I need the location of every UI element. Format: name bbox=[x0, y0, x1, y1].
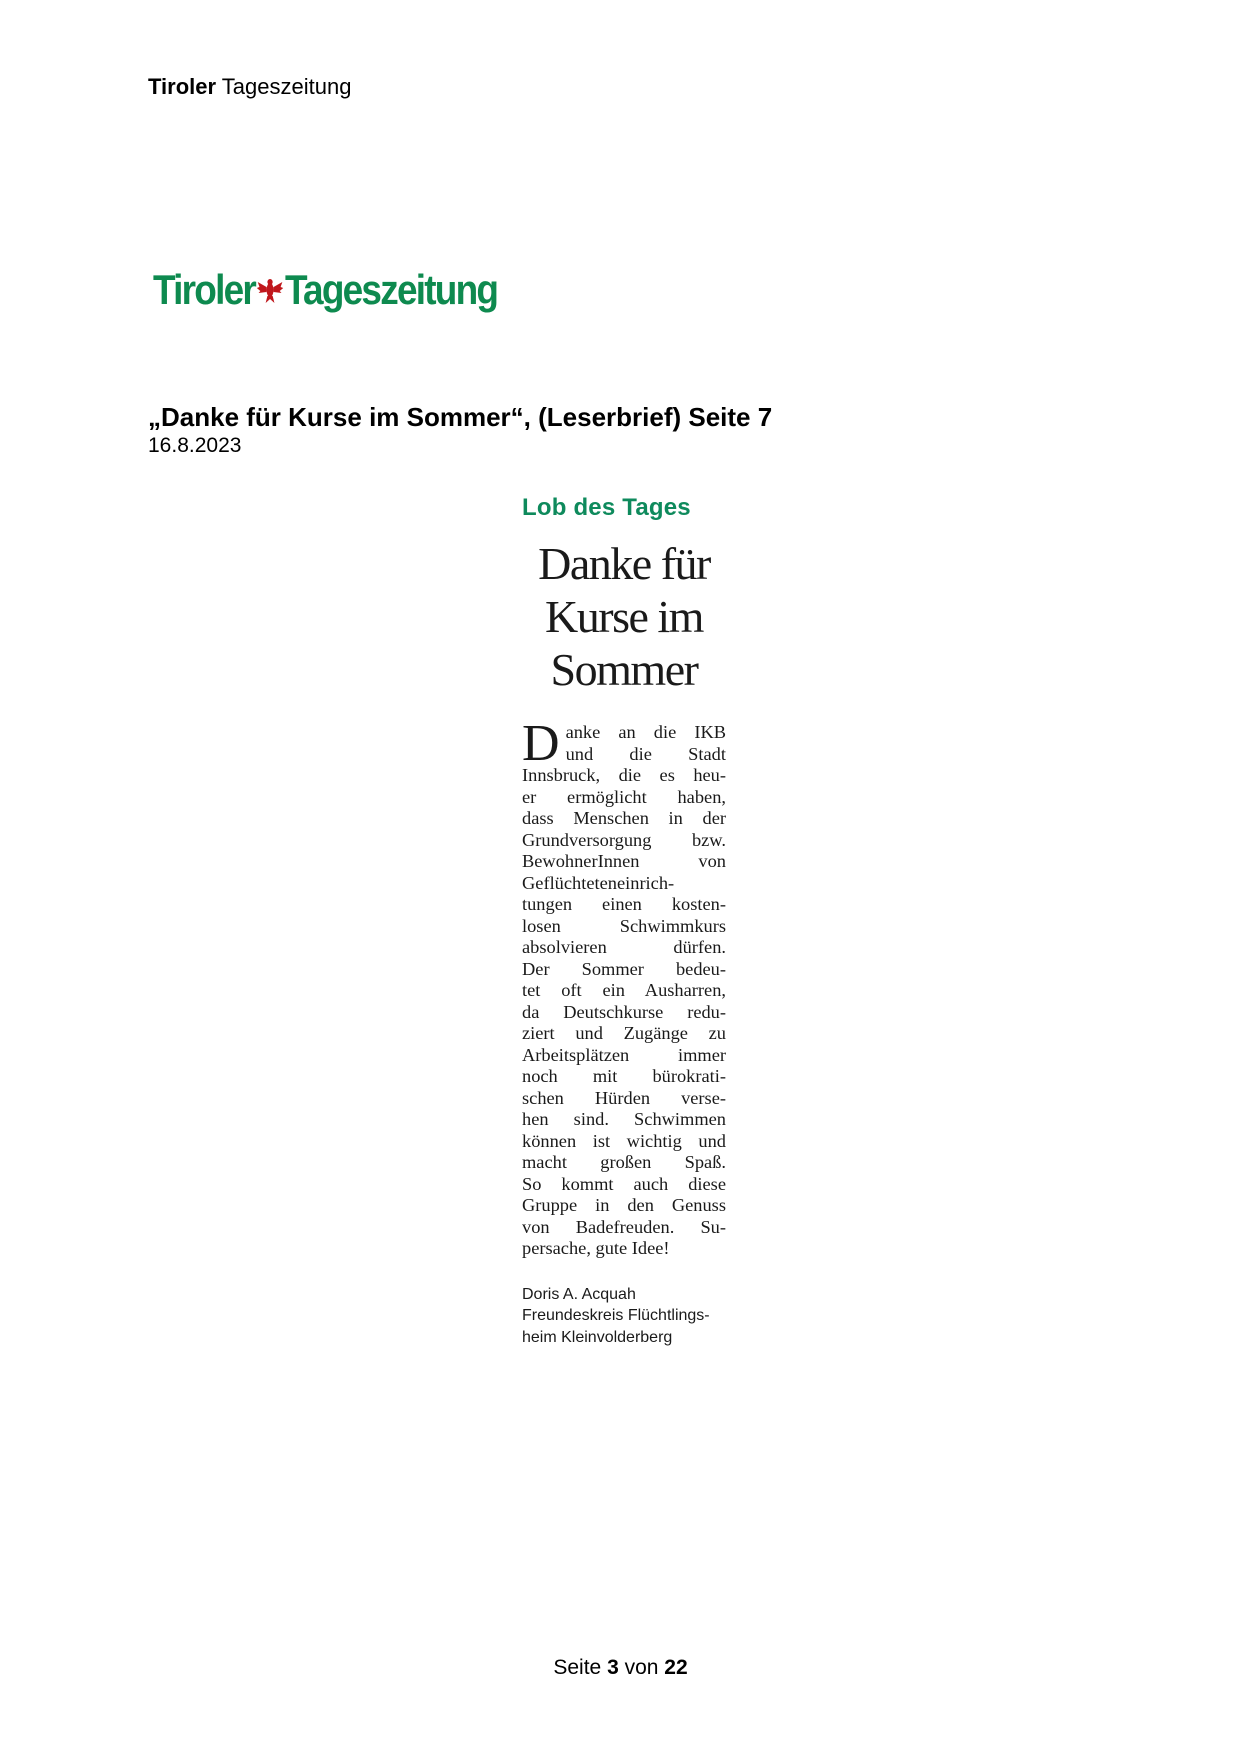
header-brand-bold: Tiroler bbox=[148, 74, 217, 99]
body-line: schen Hürden verse- bbox=[522, 1087, 726, 1108]
body-line: Grundversorgung bzw. bbox=[522, 829, 726, 850]
page-footer bbox=[0, 1655, 1241, 1681]
footer-prefix: Seite bbox=[553, 1656, 602, 1679]
body-line: von Badefreuden. Su- bbox=[522, 1216, 726, 1237]
body-line: Geflüchteteneinrich- bbox=[522, 872, 675, 893]
article-date: 16.8.2023 bbox=[148, 434, 242, 457]
body-line: noch mit bürokrati- bbox=[522, 1066, 726, 1086]
body-line: können ist wichtig und bbox=[522, 1130, 726, 1151]
body-line: Arbeitsplätzen immer bbox=[522, 1044, 726, 1065]
eagle-icon bbox=[257, 275, 283, 305]
body-line: macht großen Spaß. bbox=[522, 1152, 726, 1172]
newspaper-logo bbox=[153, 262, 497, 318]
body-line: absolvieren dürfen. bbox=[522, 937, 726, 957]
clipping-body bbox=[522, 715, 726, 1260]
dropcap-paragraph-start bbox=[522, 715, 726, 772]
body-line: Innsbruck, die es heu- bbox=[522, 765, 726, 785]
clipping-headline bbox=[522, 537, 726, 696]
clipping-kicker: Lob des Tages bbox=[522, 494, 691, 521]
body-line: und die Stadt bbox=[565, 743, 726, 764]
signature-line: Freundeskreis Flüchtlings- bbox=[522, 1307, 710, 1324]
body-line: anke an die IKB bbox=[565, 722, 726, 742]
body-line: tet oft ein Ausharren, bbox=[522, 980, 726, 1000]
logo-left-word: Tiroler bbox=[153, 266, 256, 313]
body-line: hen sind. Schwimmen bbox=[522, 1109, 726, 1129]
signature-line: Doris A. Acquah bbox=[522, 1285, 636, 1303]
logo-right-word: Tageszeitung bbox=[284, 266, 498, 313]
body-line: ziert und Zugänge zu bbox=[522, 1023, 726, 1043]
body-line: Der Sommer bedeu- bbox=[522, 958, 726, 979]
dropcap-letter: D bbox=[522, 715, 560, 772]
headline-line: Kurse im bbox=[545, 591, 703, 642]
footer-total-pages: 22 bbox=[664, 1656, 688, 1679]
header-brand-regular: Tageszeitung bbox=[221, 74, 352, 99]
body-lines bbox=[522, 765, 726, 1260]
document-header bbox=[148, 72, 351, 102]
body-line: persache, gute Idee! bbox=[522, 1238, 670, 1258]
footer-page-number: 3 bbox=[607, 1656, 619, 1679]
body-line: losen Schwimmkurs bbox=[522, 915, 726, 936]
body-line: dass Menschen in der bbox=[522, 808, 726, 828]
article-title: „Danke für Kurse im Sommer“, (Leserbrief) Seite 7 bbox=[148, 402, 773, 432]
footer-middle: von bbox=[624, 1656, 659, 1679]
body-line: Gruppe in den Genuss bbox=[522, 1195, 726, 1215]
body-line: BewohnerInnen von bbox=[522, 851, 726, 871]
clipping-signature bbox=[522, 1284, 726, 1349]
body-line: tungen einen kosten- bbox=[522, 894, 726, 914]
headline-line: Sommer bbox=[550, 644, 698, 695]
signature-line: heim Kleinvolderberg bbox=[522, 1328, 673, 1346]
body-line: So kommt auch diese bbox=[522, 1173, 726, 1194]
newspaper-clipping bbox=[522, 493, 726, 1348]
body-line: da Deutschkurse redu- bbox=[522, 1001, 726, 1022]
body-line: er ermöglicht haben, bbox=[522, 786, 726, 807]
headline-line: Danke für bbox=[538, 538, 710, 589]
